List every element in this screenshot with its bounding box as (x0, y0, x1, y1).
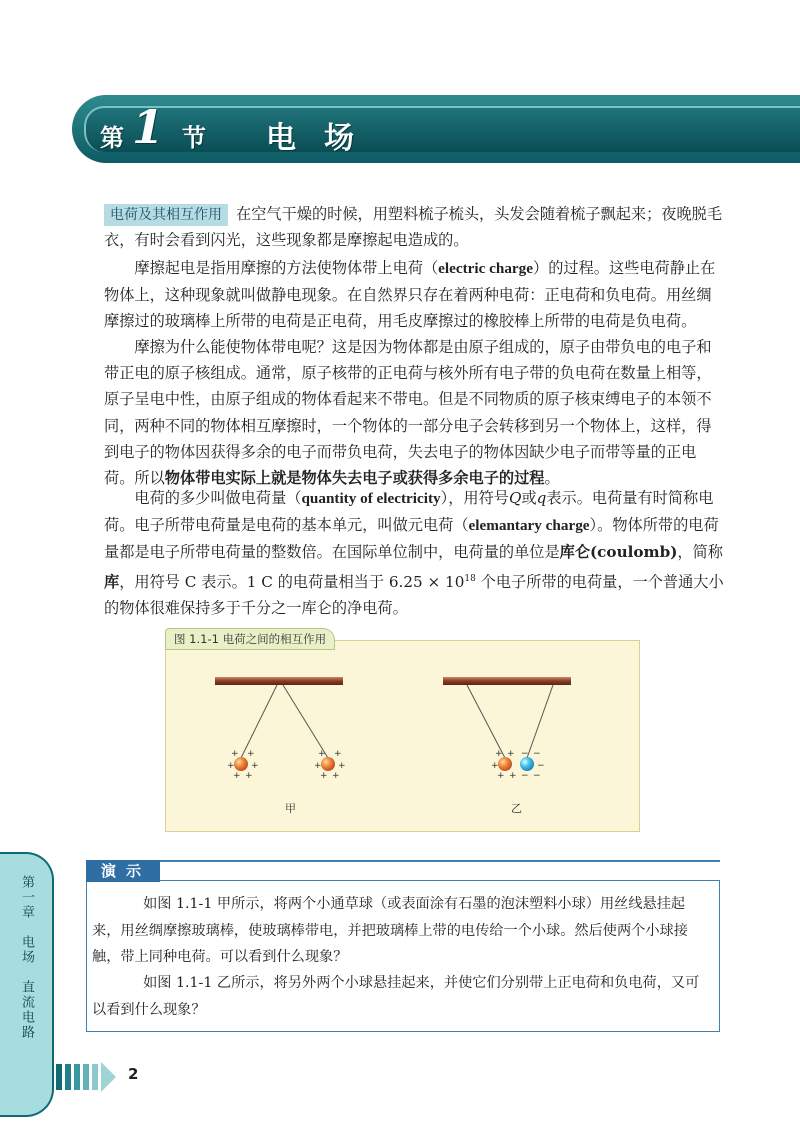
p4-text-c: 或 (521, 489, 537, 507)
chapter-side-label: 第一章 电场 直流电路 (19, 875, 34, 1040)
term-quantity-of-electricity: quantity of electricity (301, 490, 441, 507)
charge-minus: − (533, 771, 541, 781)
p3-text-a: 摩擦为什么能使物体带电呢？这是因为物体都是由原子组成的，原子由带负电的电子和带正电的原子核组成。通常，原子核带的正电荷与核外所有电子带的负电荷在数量上相等，原子呈电中性，由原子组成的物体看起来不带电。但是不同物质的原子核束缚电子的本领不同，两种不同的物体相互摩擦时，一个物体的一部分电子会转移到另一个物体上，这样，得到电子的物体因获得多余的电子而带负电荷，失去电子的物体因缺少电子而带等量的正电荷。所以 (104, 338, 712, 488)
symbol-q: q (536, 489, 547, 507)
figure-label-right: 乙 (511, 802, 522, 815)
p4-text-b: ），用符号 (440, 489, 509, 507)
term-coulomb: 库仑(coulomb) (559, 543, 678, 562)
ball-negative (520, 757, 534, 771)
charge-minus: − (537, 761, 545, 771)
p2-text-a: 摩擦起电是指用摩擦的方法使物体带上电荷（ (134, 259, 439, 277)
section-prefix: 第 (100, 124, 124, 152)
paragraph-why (104, 334, 724, 491)
page-marker-arrow (56, 1060, 118, 1094)
charge-plus: + (245, 771, 253, 781)
term-elementary-charge: elemantary charge (468, 517, 590, 535)
term-ku: 库 (104, 572, 120, 591)
p4-text-d: 表示。电荷量有时简称电荷。电子所带电荷量是电荷的基本单元，叫做元电荷（ (104, 489, 714, 535)
charge-plus: + (332, 771, 340, 781)
charge-minus: − (521, 771, 529, 781)
charge-plus: + (334, 749, 342, 759)
charge-plus: + (507, 749, 515, 759)
charge-minus: − (533, 749, 541, 759)
p4-text-g: ，用符号 C 表示。1 C 的电荷量相当于 6.25 × 10 (119, 572, 465, 591)
thread-left-b (283, 685, 328, 758)
paragraph-friction (104, 255, 724, 335)
p4-text-f: ，简称 (677, 543, 723, 562)
support-bar-right (443, 677, 571, 685)
p4-text-h: 个电子所带的电荷量，一个普通大小的物体很难保持多于千分之一库仑的净电荷。 (104, 572, 724, 617)
charge-plus: + (320, 771, 328, 781)
paragraph-intro-text: 在空气干燥的时候，用塑料梳子梳头，头发会随着梳子飘起来；夜晚脱毛衣，有时会看到闪光，这些现象都是摩擦起电造成的。 (104, 205, 722, 250)
section-number: 1 (132, 100, 165, 154)
paragraph-intro (104, 201, 724, 253)
charge-plus: + (247, 749, 255, 759)
p2-text-b: ）的过程。这些电荷静止在物体上，这种现象就叫做静电现象。在自然界只存在着两种电荷：正电荷和负电荷。用丝绸摩擦过的玻璃棒上所带的电荷是正电荷，用毛皮摩擦过的橡胶棒上所带的电荷是负电荷。 (104, 259, 716, 331)
charge-plus: + (497, 771, 505, 781)
charge-plus: + (495, 749, 503, 759)
p3-text-b: 。 (544, 469, 560, 488)
thread-left-a (241, 685, 277, 758)
p3-key-statement: 物体带电实际上就是物体失去电子或获得多余电子的过程 (164, 469, 545, 488)
exponent: 18 (464, 573, 476, 584)
topic-tag: 电荷及其相互作用 (104, 204, 228, 226)
charge-minus: − (521, 749, 529, 759)
paragraph-quantity (104, 485, 724, 621)
charge-plus: + (314, 761, 322, 771)
section-suffix: 节 (182, 124, 206, 152)
demo-header-line (86, 860, 720, 862)
charge-plus: + (251, 761, 259, 771)
charge-plus: + (318, 749, 326, 759)
section-title: 电场 (266, 121, 382, 156)
demo-paragraph-2: 如图 1.1-1 乙所示，将另外两个小球悬挂起来，并使它们分别带上正电荷和负电荷，又可以看到什么现象？ (92, 975, 700, 1018)
page-number: 2 (128, 1065, 139, 1083)
term-electric-charge: electric charge (438, 260, 533, 277)
thread-right-a (467, 685, 505, 758)
charge-plus: + (227, 761, 235, 771)
thread-right-b (527, 685, 553, 758)
charge-plus: + (233, 771, 241, 781)
demo-paragraph-1: 如图 1.1-1 甲所示，将两个小通草球（或表面涂有石墨的泡沫塑料小球）用丝线悬挂起来，用丝绸摩擦玻璃棒，使玻璃棒带电，并把玻璃棒上带的电传给一个小球。然后使两个小球接触，带上同种电荷。可以看到什么现象？ (92, 896, 688, 965)
figure-caption: 图 1.1-1 电荷之间的相互作用 (165, 628, 335, 650)
demo-tab: 演示 (86, 860, 160, 882)
charge-plus: + (491, 761, 499, 771)
ball-positive-3 (498, 757, 512, 771)
figure-illustration (165, 640, 640, 832)
ball-positive-2 (321, 757, 335, 771)
p4-text-e: ）。物体所带的电荷量都是电子所带电荷量的整数倍。在国际单位制中，电荷量的单位是 (104, 516, 719, 562)
ball-positive-1 (234, 757, 248, 771)
symbol-Q: Q (508, 489, 522, 507)
support-bar-left (215, 677, 343, 685)
figure-label-left: 甲 (285, 802, 296, 815)
charge-plus: + (231, 749, 239, 759)
charge-plus: + (338, 761, 346, 771)
p4-text-a: 电荷的多少叫做电荷量（ (134, 489, 302, 507)
charge-plus: + (509, 771, 517, 781)
